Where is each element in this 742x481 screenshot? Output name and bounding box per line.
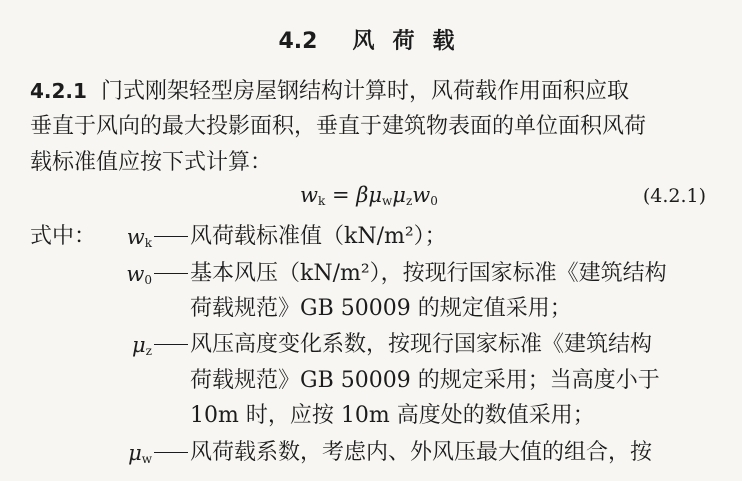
formula-subscript: k (317, 194, 326, 208)
em-dash (154, 452, 188, 453)
clause-text: 门式刚架轻型房屋钢结构计算时，风荷载作用面积应取 (100, 79, 629, 104)
symbol-base: μ (128, 441, 142, 465)
definition-symbol (94, 438, 152, 474)
section-heading (0, 24, 742, 55)
symbol-base: w (126, 262, 145, 286)
formula-symbol: μ (368, 183, 383, 207)
symbol-subscript: w (141, 452, 152, 466)
definition-line: 荷载规范》GB 50009 的规定值采用； (190, 296, 572, 321)
formula-symbol: μ (392, 183, 406, 207)
section-title-char: 风 (352, 29, 375, 54)
equation-number: (4.2.1) (642, 185, 706, 207)
formula-subscript: w (382, 194, 393, 208)
formula-equals: = (325, 183, 357, 207)
formula-symbol: β (356, 183, 369, 207)
definition-line: 风荷载系数，考虑内、外风压最大值的组合，按 (190, 440, 653, 465)
definition-symbol (94, 330, 152, 366)
definition-text (150, 222, 447, 252)
definition-line: 荷载规范》GB 50009 的规定采用；当高度小于 (190, 368, 660, 393)
definitions-intro: 式中： (30, 224, 97, 249)
definition-text (150, 330, 652, 360)
formula-subscript: 0 (430, 194, 438, 208)
definition-line: 基本风压（kN/m²），按现行国家标准《建筑结构 (190, 261, 667, 286)
definition-line: 风压高度变化系数，按现行国家标准《建筑结构 (190, 332, 653, 357)
em-dash (154, 273, 188, 274)
definition-text (150, 259, 667, 289)
symbol-subscript: z (145, 344, 152, 358)
section-number: 4.2 (278, 29, 318, 54)
definition-text (150, 438, 652, 468)
section-title-char: 荷 (392, 29, 415, 54)
symbol-base: w (126, 225, 145, 249)
symbol-subscript: k (144, 236, 152, 250)
symbol-base: μ (132, 333, 146, 357)
section-title-char: 载 (432, 29, 455, 54)
definition-line: 10m 时，应按 10m 高度处的数值采用； (190, 403, 595, 428)
em-dash (154, 236, 188, 237)
clause-line: 载标准值应按下式计算： (30, 150, 273, 175)
formula-symbol: w (412, 183, 431, 207)
definition-symbol (94, 222, 152, 258)
definition-line: 风荷载标准值（kN/m²）； (190, 224, 447, 249)
clause-line (30, 76, 629, 107)
formula-symbol: w (300, 183, 318, 207)
definition-symbol (94, 259, 152, 295)
symbol-subscript: 0 (144, 273, 152, 287)
formula-subscript: z (405, 194, 413, 208)
clause-number: 4.2.1 (30, 79, 87, 103)
wind-load-formula (300, 183, 438, 208)
em-dash (154, 344, 188, 345)
clause-line: 垂直于风向的最大投影面积，垂直于建筑物表面的单位面积风荷 (30, 114, 647, 139)
